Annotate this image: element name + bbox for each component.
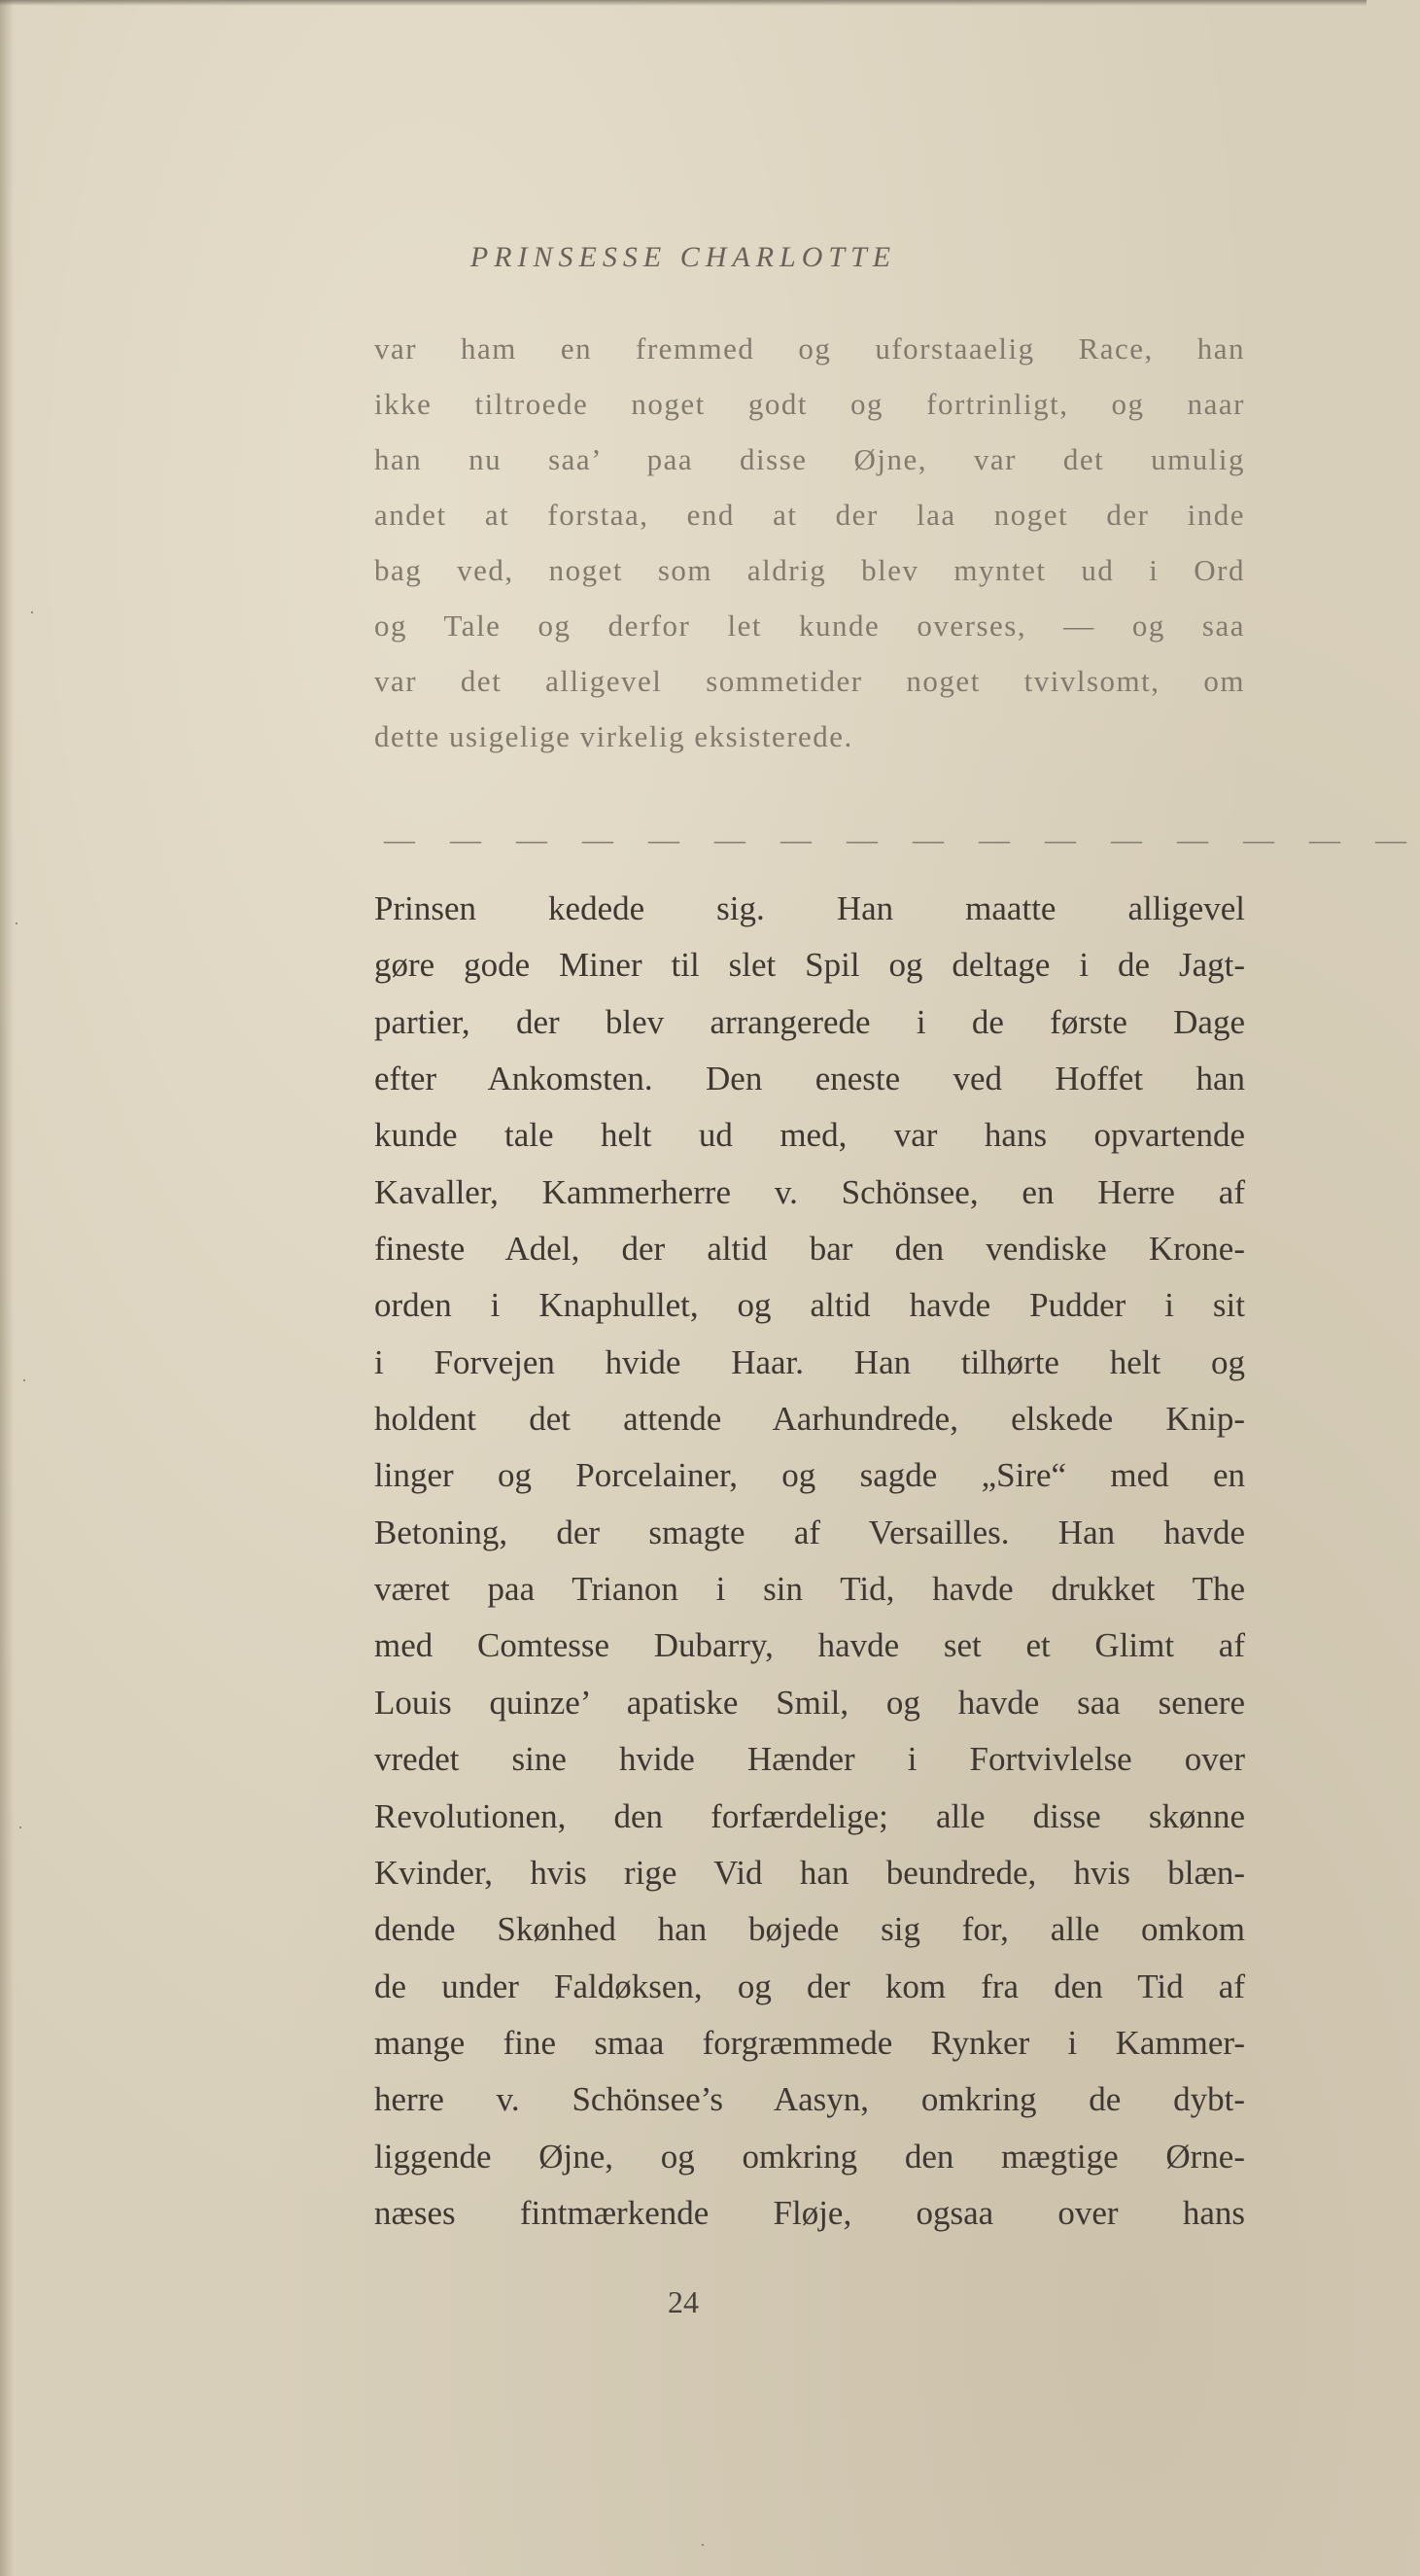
text-line: mange fine smaa forgræmmede Rynker i Kammer- (374, 2023, 1245, 2062)
text-line: dende Skønhed han bøjede sig for, alle omkom (374, 1910, 1245, 1949)
text-line: var ham en fremmed og uforstaaelig Race, han (374, 331, 1245, 366)
text-line: partier, der blev arrangerede i de første Dage (374, 1002, 1245, 1041)
first-line-text: Prinsen kedede sig. Han maatte alligevel (374, 889, 1245, 927)
text-line: Kvinder, hvis rige Vid han beundrede, hvis blæn- (374, 1853, 1245, 1892)
text-line: linger og Porcelainer, og sagde „Sire“ med en (374, 1456, 1245, 1495)
text-line: fineste Adel, der altid bar den vendiske Krone- (374, 1230, 1245, 1269)
text-line: liggende Øjne, og omkring den mægtige Ørne- (374, 2137, 1245, 2176)
text-line: vredet sine hvide Hænder i Fortvivlelse over (374, 1740, 1245, 1779)
text-line: Betoning, der smagte af Versailles. Han havde (374, 1513, 1245, 1551)
section-separator: — — — — — — — — — — — — — — — — (384, 821, 1420, 856)
margin-speck: · (21, 1371, 27, 1390)
margin-speck: · (14, 914, 19, 933)
text-line: dette usigelige virkelig eksisterede. (374, 719, 853, 753)
text-line: de under Faldøksen, og der kom fra den Tid af (374, 1967, 1245, 2005)
text-line: bag ved, noget som aldrig blev myntet ud i Ord (374, 553, 1245, 587)
page-number: 24 (668, 2284, 699, 2319)
text-line: Revolutionen, den forfærdelige; alle disse skønne (374, 1796, 1245, 1835)
text-line: næses fintmærkende Fløje, ogsaa over hans (374, 2193, 1245, 2232)
text-line: kunde tale helt ud med, var hans opvartende (374, 1116, 1245, 1155)
text-line: Louis quinze’ apatiske Smil, og havde saa senere (374, 1683, 1245, 1722)
text-line: herre v. Schönsee’s Aasyn, omkring de dybt- (374, 2080, 1245, 2119)
margin-speck: · (29, 603, 35, 622)
text-line: var det alligevel sommetider noget tvivlsomt, om (374, 664, 1245, 698)
margin-speck: · (17, 1818, 23, 1837)
text-line (374, 881, 1245, 937)
running-head: PRINSESSE CHARLOTTE (469, 241, 897, 273)
paragraph-2 (374, 881, 1245, 2242)
scan-top-edge (0, 0, 1367, 6)
paragraph-1 (374, 321, 1245, 764)
margin-speck: · (700, 2535, 706, 2555)
text-line: i Forvejen hvide Haar. Han tilhørte helt og (374, 1342, 1245, 1381)
text-line: orden i Knaphullet, og altid havde Pudder i sit (374, 1286, 1245, 1325)
text-line: og Tale og derfor let kunde overses, — og saa (374, 609, 1245, 643)
text-line: Kavaller, Kammerherre v. Schönsee, en Herre af (374, 1172, 1245, 1211)
text-line: gøre gode Miner til slet Spil og deltage i de Jagt- (374, 946, 1245, 985)
text-line: med Comtesse Dubarry, havde set et Glimt af (374, 1626, 1245, 1665)
text-line: han nu saa’ paa disse Øjne, var det umulig (374, 442, 1245, 476)
text-line: andet at forstaa, end at der laa noget der inde (374, 498, 1245, 532)
scan-left-edge (0, 0, 14, 2576)
text-line: været paa Trianon i sin Tid, havde drukket The (374, 1570, 1245, 1609)
text-line: efter Ankomsten. Den eneste ved Hoffet han (374, 1060, 1245, 1098)
text-line: ikke tiltroede noget godt og fortrinligt, og naar (374, 387, 1245, 421)
text-line: holdent det attende Aarhundrede, elskede Knip- (374, 1400, 1245, 1439)
